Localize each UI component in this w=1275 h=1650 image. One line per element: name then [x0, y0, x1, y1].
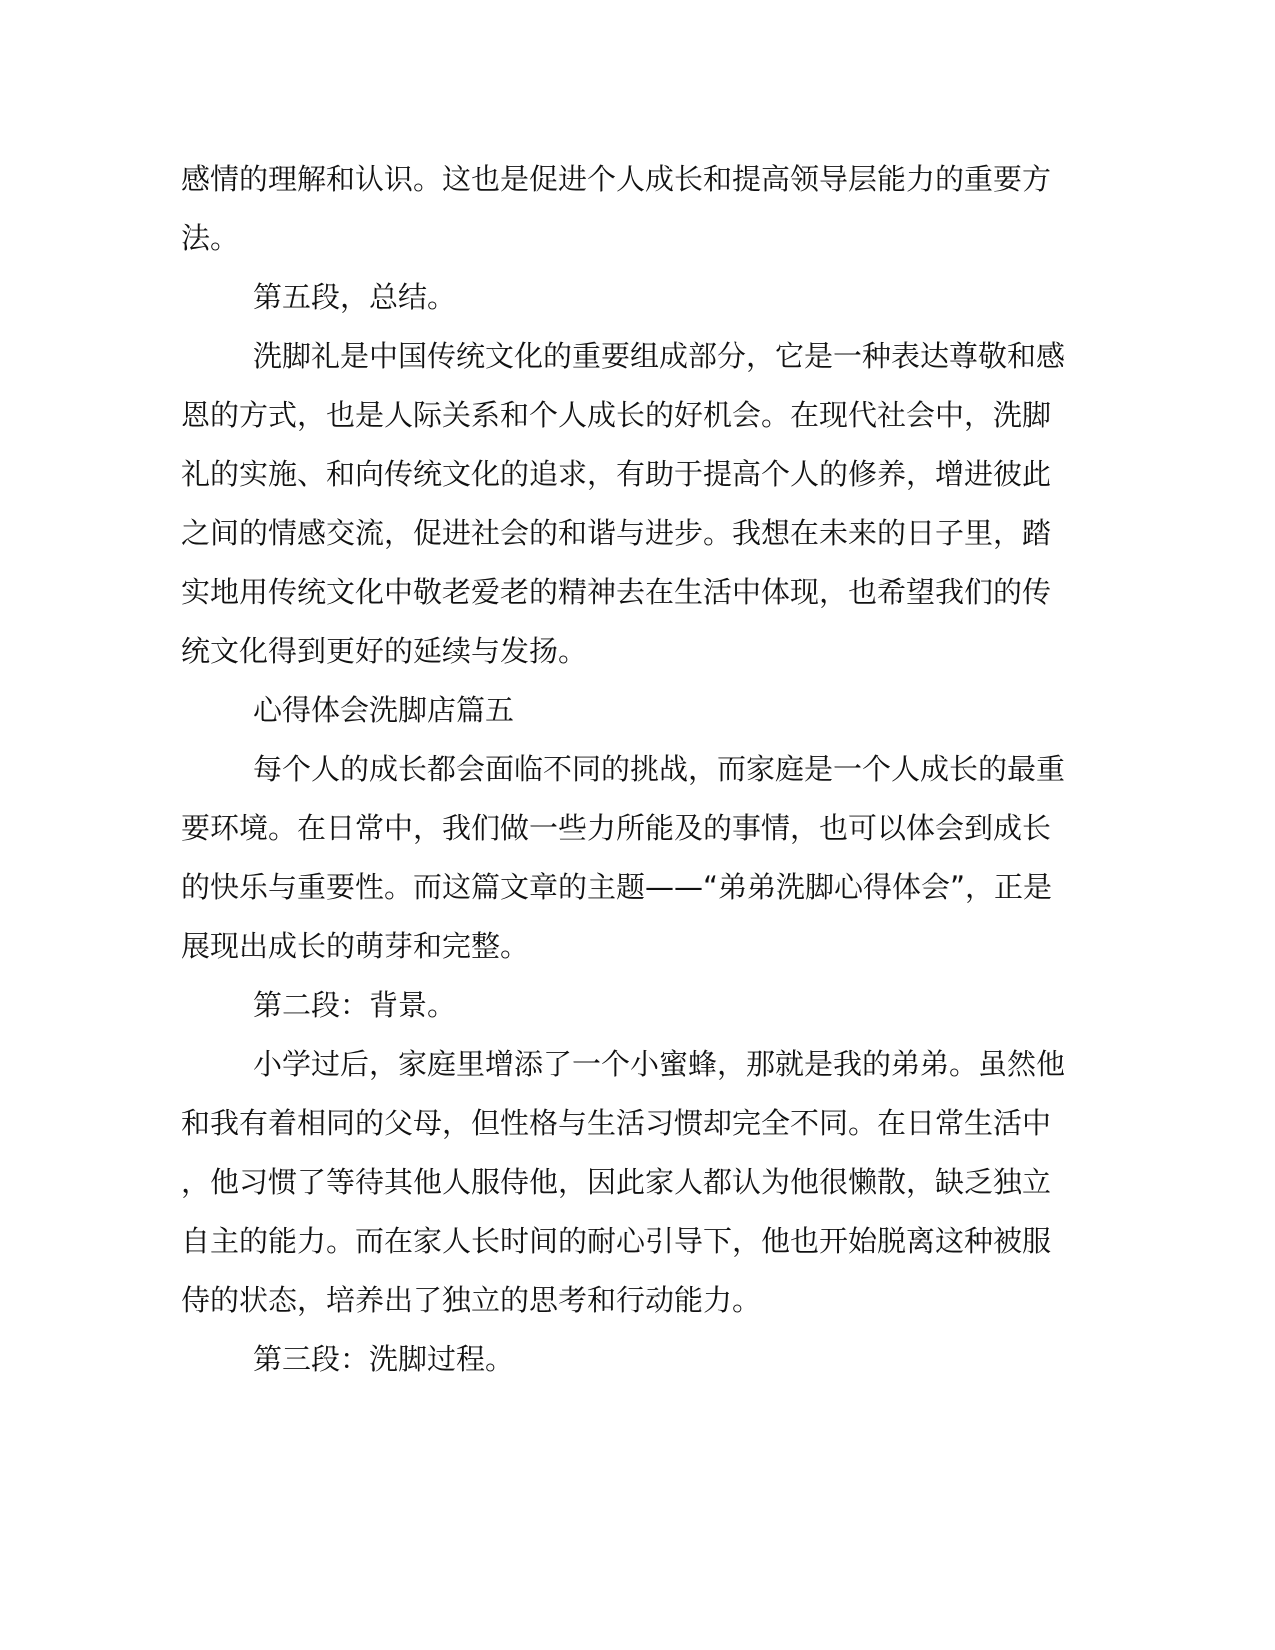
text-line: ，他习惯了等待其他人服侍他，因此家人都认为他很懒散，缺乏独立 — [181, 1165, 1052, 1199]
paragraph-continuation — [181, 150, 1061, 268]
text-line: 之间的情感交流，促进社会的和谐与进步。我想在未来的日子里，踏 — [181, 516, 1052, 550]
text-line: 实地用传统文化中敬老爱老的精神去在生活中体现，也希望我们的传 — [181, 575, 1052, 609]
text-line: 小学过后，家庭里增添了一个小蜜蜂，那就是我的弟弟。虽然他 — [253, 1047, 1066, 1081]
section-heading-text: 第二段：背景。 — [253, 988, 457, 1022]
text-line: 法。 — [181, 221, 240, 255]
text-line: 和我有着相同的父母，但性格与生活习惯却完全不同。在日常生活中 — [181, 1106, 1052, 1140]
paragraph — [181, 1035, 1066, 1330]
text-line: 自主的能力。而在家人长时间的耐心引导下，他也开始脱离这种被服 — [181, 1224, 1052, 1258]
paragraph — [181, 327, 1066, 681]
document-body — [181, 150, 1066, 1389]
text-line: 礼的实施、和向传统文化的追求，有助于提高个人的修养，增进彼此 — [181, 457, 1052, 491]
text-line: 洗脚礼是中国传统文化的重要组成部分，它是一种表达尊敬和感 — [253, 339, 1066, 373]
text-line: 感情的理解和认识。这也是促进个人成长和提高领导层能力的重要方 — [181, 162, 1052, 196]
section-heading-text: 第五段，总结。 — [253, 280, 457, 314]
section-heading — [181, 976, 1061, 1035]
text-line: 统文化得到更好的延续与发扬。 — [181, 634, 588, 668]
paragraph — [181, 740, 1066, 976]
section-heading — [181, 1330, 1061, 1389]
section-heading — [181, 268, 1061, 327]
article-title — [181, 681, 1061, 740]
text-line: 侍的状态，培养出了独立的思考和行动能力。 — [181, 1283, 762, 1317]
text-line: 的快乐与重要性。而这篇文章的主题——“弟弟洗脚心得体会”，正是 — [181, 870, 1053, 904]
text-line: 要环境。在日常中，我们做一些力所能及的事情，也可以体会到成长 — [181, 811, 1052, 845]
text-line: 每个人的成长都会面临不同的挑战，而家庭是一个人成长的最重 — [253, 752, 1066, 786]
text-line: 恩的方式，也是人际关系和个人成长的好机会。在现代社会中，洗脚 — [181, 398, 1052, 432]
article-title-text: 心得体会洗脚店篇五 — [253, 693, 515, 727]
text-line: 展现出成长的萌芽和完整。 — [181, 929, 530, 963]
section-heading-text: 第三段：洗脚过程。 — [253, 1342, 515, 1376]
